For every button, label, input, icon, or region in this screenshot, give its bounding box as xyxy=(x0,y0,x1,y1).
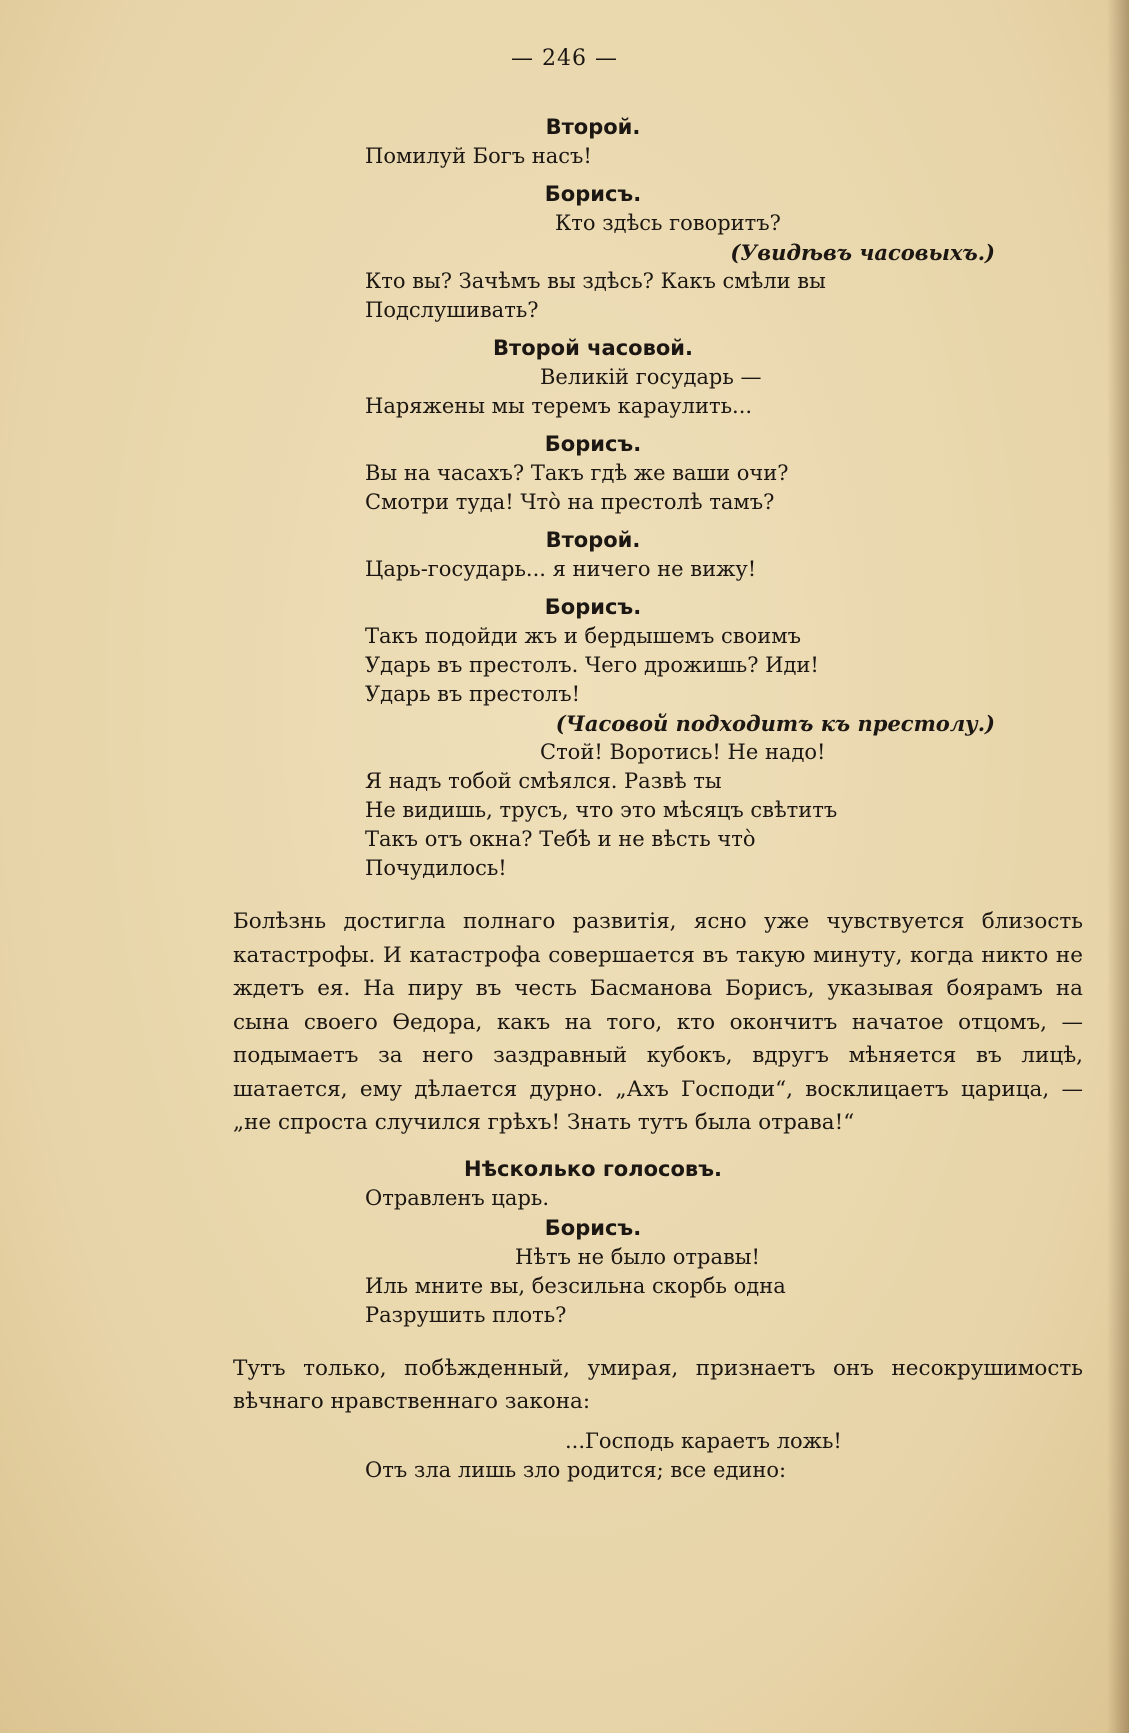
verse-block xyxy=(365,1243,1083,1330)
verse-block xyxy=(365,555,1083,584)
verse-line: Такъ отъ окна? Тебѣ и не вѣсть чтò xyxy=(365,827,756,851)
verse-line: Почудилось! xyxy=(365,856,507,880)
verse-line: Я надъ тобой смѣялся. Развѣ ты xyxy=(365,769,722,793)
speaker-name: Борисъ. xyxy=(544,595,642,619)
verse-line: Наряжены мы теремъ караулить... xyxy=(365,394,753,418)
verse-block xyxy=(365,363,1083,421)
stage-direction: (Часовой подходитъ къ престолу.) xyxy=(555,711,995,736)
verse-line: Вы на часахъ? Такъ гдѣ же ваши очи? xyxy=(365,461,789,485)
prose-paragraph: Болѣзнь достигла полнаго развитія, ясно уже чувствуется близость катастрофы. И катастрофа совершается въ такую минуту, когда никто не ждетъ ея. На пиру въ честь Басманова Борисъ, указывая боярамъ на сына своего Ѳедора, какъ на того, кто окончитъ начатое отцомъ, — подымаетъ за него заздравный кубокъ, вдругъ мѣняется въ лицѣ, шатается, ему дѣлается дурно. „Ахъ Господи“, восклицаетъ царица, — „не спроста случился грѣхъ! Знать тутъ была отрава!“ xyxy=(233,909,1083,1135)
verse-line: Подслушивать? xyxy=(365,298,539,322)
verse-line: Разрушить плоть? xyxy=(365,1302,567,1327)
verse-line: Не видишь, трусъ, что это мѣсяцъ свѣтитъ xyxy=(365,798,838,822)
page-number: — 246 — xyxy=(511,46,618,71)
verse-line: Нѣтъ не было отравы! xyxy=(515,1244,760,1269)
verse-line: Кто вы? Зачѣмъ вы здѣсь? Какъ смѣли вы xyxy=(365,269,826,293)
verse-line: Царь-государь... я ничего не вижу! xyxy=(365,557,757,581)
page-content xyxy=(233,112,1083,1485)
verse-line: Помилуй Богъ насъ! xyxy=(365,144,592,168)
verse-block xyxy=(365,209,1083,325)
verse-line: Великій государь — xyxy=(540,365,762,389)
prose-paragraph: Тутъ только, побѣжденный, умирая, признаетъ онъ несокрушимость вѣчнаго нравственнаго закона: xyxy=(233,1355,1083,1414)
verse-line: Такъ подойди жъ и бердышемъ своимъ xyxy=(365,624,801,648)
page-edge-shadow xyxy=(1107,0,1129,1733)
speaker-name: Борисъ. xyxy=(544,1215,642,1240)
verse-line: Смотри туда! Чтò на престолѣ тамъ? xyxy=(365,490,775,514)
verse-line: Стой! Воротись! Не надо! xyxy=(540,740,826,764)
stage-direction: (Увидѣвъ часовыхъ.) xyxy=(730,240,995,265)
verse-line: Ударь въ престолъ! xyxy=(365,682,581,706)
speaker-name: Второй. xyxy=(545,115,641,139)
verse-block xyxy=(365,1184,1083,1213)
verse-line: Отравленъ царь. xyxy=(365,1185,549,1210)
speaker-name: Борисъ. xyxy=(544,432,642,456)
verse-block xyxy=(365,459,1083,517)
verse-block xyxy=(365,622,1083,883)
speaker-name: Борисъ. xyxy=(544,182,642,206)
verse-line: Иль мните вы, безсильна скорбь одна xyxy=(365,1273,786,1298)
speaker-name: Второй часовой. xyxy=(493,336,693,360)
verse-block xyxy=(365,1427,1083,1485)
verse-line: Ударь въ престолъ. Чего дрожишь? Иди! xyxy=(365,653,819,677)
speaker-name: Второй. xyxy=(545,528,641,552)
speaker-name: Нѣсколько голосовъ. xyxy=(464,1156,722,1181)
verse-line: Кто здѣсь говоритъ? xyxy=(555,211,781,235)
verse-line: Отъ зла лишь зло родится; все едино: xyxy=(365,1457,787,1482)
verse-line: ...Господь караетъ ложь! xyxy=(565,1428,842,1453)
verse-block xyxy=(365,142,1083,171)
